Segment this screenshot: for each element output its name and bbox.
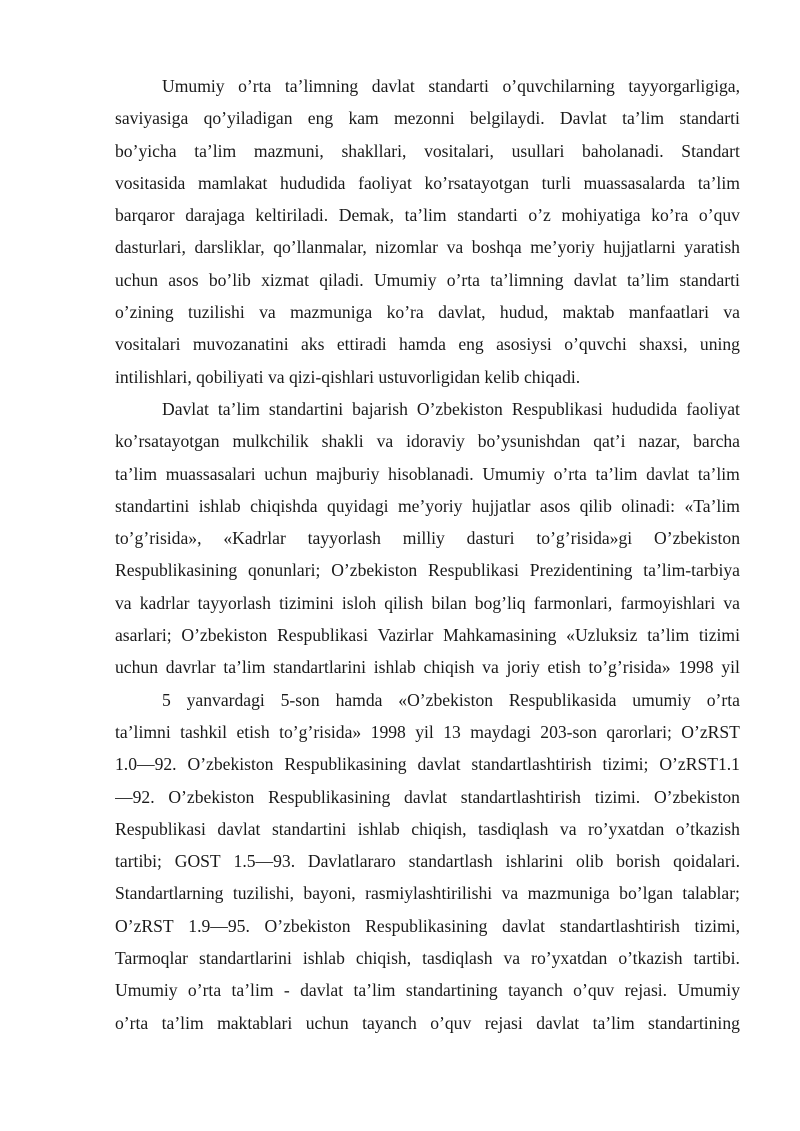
- text-line: Umumiy o’rta ta’limning davlat standarti o’quvchilarning tayyorgarligiga,: [162, 76, 740, 96]
- text-line: ta’limni tashkil etish to’g’risida» 1998 yil 13 maydagi 203-son qarorlari; O’zRST: [115, 721, 740, 742]
- text-line: vositalari muvozanatini aks ettiradi hamda eng asosiysi o’quvchi shaxsi, uning: [115, 334, 740, 355]
- text-line: standartini ishlab chiqishda quyidagi me’yoriy hujjatlar asos qilib olinadi: «Ta’lim: [115, 495, 740, 516]
- text-line: 5 yanvardagi 5-son hamda «O’zbekiston Respublikasida umumiy o’rta: [162, 689, 740, 710]
- paragraph: [115, 684, 740, 1039]
- text-line: Respublikasining qonunlari; O’zbekiston Respublikasi Prezidentining ta’lim-tarbiya: [115, 560, 740, 581]
- text-line: tartibi; GOST 1.5—93. Davlatlararo standartlash ishlarini olib borish qoidalari.: [115, 851, 740, 872]
- text-line: o’rta ta’lim maktablari uchun tayanch o’quv rejasi davlat ta’lim standartining: [115, 1012, 740, 1033]
- text-line: va kadrlar tayyorlash tizimini isloh qilish bilan bog’liq farmonlari, farmoyishlari va: [115, 592, 740, 613]
- text-line: ko’rsatayotgan mulkchilik shakli va idoraviy bo’ysunishdan qat’i nazar, barcha: [115, 431, 740, 452]
- text-line: intilishlari, qobiliyati va qizi-qishlari ustuvorligidan kelib chiqadi.: [115, 366, 581, 387]
- text-line: Standartlarning tuzilishi, bayoni, rasmiylashtirilishi va mazmuniga bo’lgan talablar;: [115, 883, 740, 904]
- text-line: bo’yicha ta’lim mazmuni, shakllari, vositalari, usullari baholanadi. Standart: [115, 140, 740, 161]
- text-line: o’zining tuzilishi va mazmuniga ko’ra davlat, hudud, maktab manfaatlari va: [115, 302, 740, 323]
- text-line: to’g’risida», «Kadrlar tayyorlash milliy dasturi to’g’risida»gi O’zbekiston: [115, 528, 740, 549]
- text-line: vositasida mamlakat hududida faoliyat ko’rsatayotgan turli muassasalarda ta’lim: [115, 172, 740, 193]
- text-line: barqaror darajaga keltiriladi. Demak, ta’lim standarti o’z mohiyatiga ko’ra o’quv: [115, 205, 740, 226]
- text-line: Tarmoqlar standartlarini ishlab chiqish, tasdiqlash va ro’yxatdan o’tkazish tartibi.: [115, 948, 740, 969]
- document-body: [115, 70, 740, 1039]
- text-line: saviyasiga qo’yiladigan eng kam mezonni belgilaydi. Davlat ta’lim standarti: [115, 108, 740, 129]
- text-line: Davlat ta’lim standartini bajarish O’zbekiston Respublikasi hududida faoliyat: [162, 398, 740, 419]
- text-line: ta’lim muassasalari uchun majburiy hisoblanadi. Umumiy o’rta ta’lim davlat ta’lim: [115, 463, 740, 484]
- text-line: asarlari; O’zbekiston Respublikasi Vazirlar Mahkamasining «Uzluksiz ta’lim tizimi: [115, 625, 740, 646]
- text-line: Umumiy o’rta ta’lim - davlat ta’lim standartining tayanch o’quv rejasi. Umumiy: [115, 980, 740, 1001]
- text-line: uchun asos bo’lib xizmat qiladi. Umumiy o’rta ta’limning davlat ta’lim standarti: [115, 269, 740, 290]
- text-line: dasturlari, darsliklar, qo’llanmalar, nizomlar va boshqa me’yoriy hujjatlarni yaratish: [115, 237, 740, 258]
- paragraph: [115, 70, 740, 393]
- paragraph: [115, 393, 740, 684]
- text-line: uchun davrlar ta’lim standartlarini ishlab chiqish va joriy etish to’g’risida» 1998 yil: [115, 657, 740, 678]
- text-line: 1.0—92. O’zbekiston Respublikasining davlat standartlashtirish tizimi; O’zRST1.1: [115, 754, 740, 775]
- text-line: —92. O’zbekiston Respublikasining davlat standartlashtirish tizimi. O’zbekiston: [115, 786, 740, 807]
- text-line: O’zRST 1.9—95. O’zbekiston Respublikasining davlat standartlashtirish tizimi,: [115, 915, 740, 936]
- text-line: Respublikasi davlat standartini ishlab chiqish, tasdiqlash va ro’yxatdan o’tkazish: [115, 818, 740, 839]
